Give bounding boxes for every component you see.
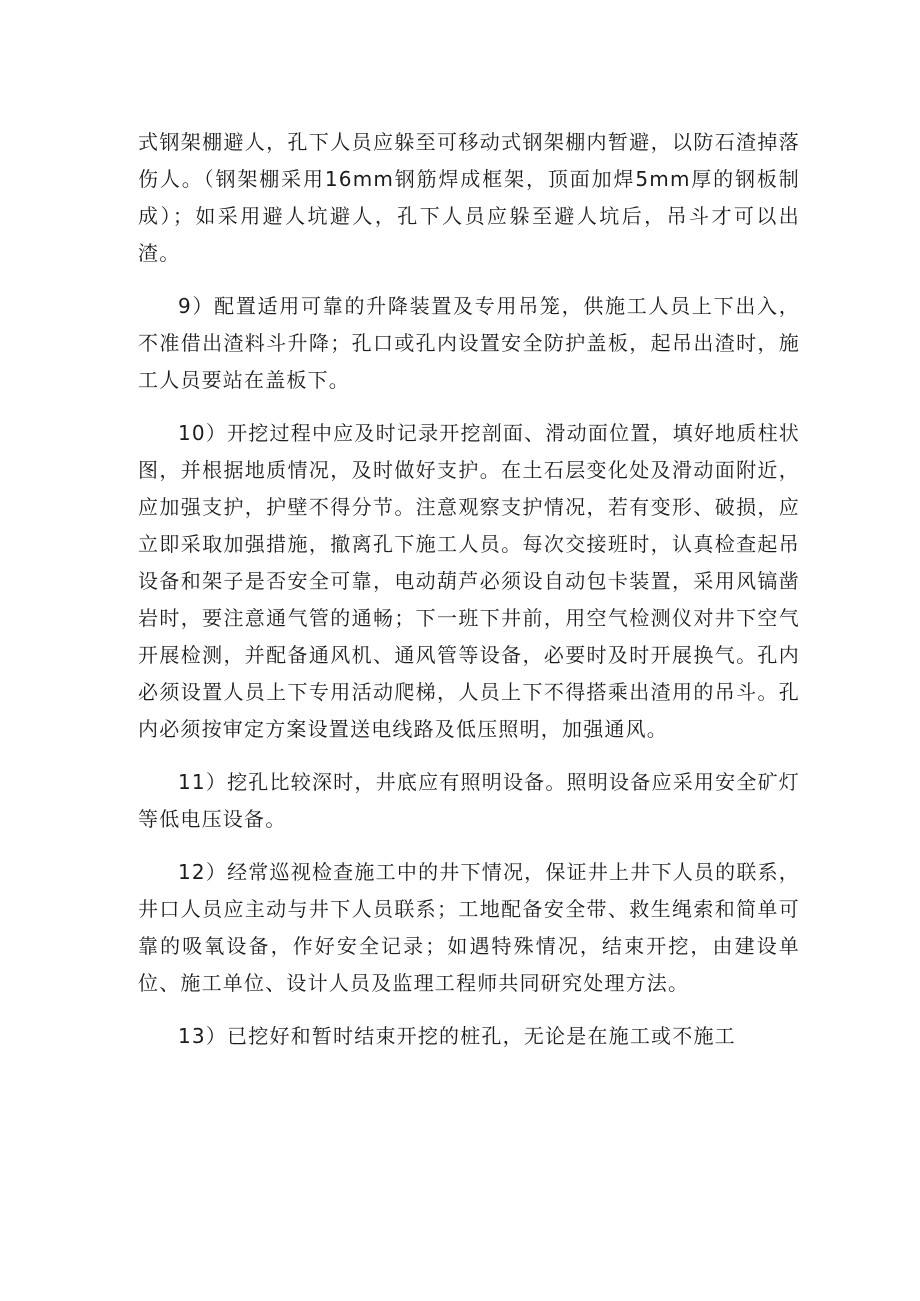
paragraph-continuation: 式钢架棚避人，孔下人员应躲至可移动式钢架棚内暂避，以防石渣掉落伤人。（钢架棚采用16mm钢筋焊成框架，顶面加焊5mm厚的钢板制成）；如采用避人坑避人，孔下人员应躲至避人坑后，吊斗才可以出渣。: [138, 130, 800, 265]
paragraph-item-13: 13）已挖好和暂时结束开挖的桩孔，无论是在施工或不施工: [178, 1024, 736, 1048]
paragraph-item-12: 12）经常巡视检查施工中的井下情况，保证井上井下人员的联系，井口人员应主动与井下人员联系；工地配备安全带、救生绳索和简单可靠的吸氧设备，作好安全记录；如遇特殊情况，结束开挖，由建设单位、施工单位、设计人员及监理工程师共同研究处理方法。: [138, 860, 800, 995]
paragraph-item-10: 10）开挖过程中应及时记录开挖剖面、滑动面位置，填好地质柱状图，并根据地质情况，及时做好支护。在土石层变化处及滑动面附近，应加强支护，护壁不得分节。注意观察支护情况，若有变形、破损，应立即采取加强措施，撤离孔下施工人员。每次交接班时，认真检查起吊设备和架子是否安全可靠，电动葫芦必须设自动包卡装置，采用风镐凿岩时，要注意通气管的通畅；下一班下井前，用空气检测仪对井下空气开展检测，并配备通风机、通风管等设备，必要时及时开展换气。孔内必须设置人员上下专用活动爬梯，人员上下不得搭乘出渣用的吊斗。孔内必须按审定方案设置送电线路及低压照明，加强通风。: [138, 421, 800, 741]
document-body: [138, 124, 800, 1071]
paragraph-item-9: 9）配置适用可靠的升降装置及专用吊笼，供施工人员上下出入，不准借出渣料斗升降；孔口或孔内设置安全防护盖板，起吊出渣时，施工人员要站在盖板下。: [138, 294, 800, 392]
paragraph-item-11: 11）挖孔比较深时，井底应有照明设备。照明设备应采用安全矿灯等低电压设备。: [138, 770, 800, 831]
